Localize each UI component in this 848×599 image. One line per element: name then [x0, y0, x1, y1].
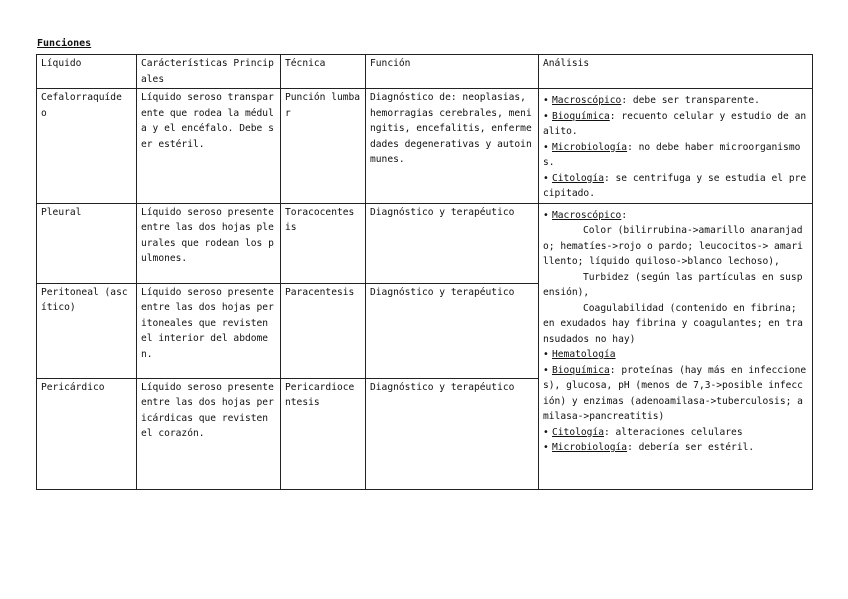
analysis-term: Microbiología	[552, 442, 628, 453]
cell-caracteristicas: Líquido seroso presente entre las dos hojas pericárdicas que revisten el corazón.	[137, 378, 281, 489]
cell-caracteristicas: Líquido seroso presente entre las dos hojas peritoneales que revisten el interior del abdomen.	[137, 283, 281, 378]
bullet-icon: •	[543, 110, 549, 122]
bullet-icon: •	[543, 364, 549, 376]
cell-funcion: Diagnóstico de: neoplasias, hemorragias cerebrales, meningitis, encefalitis, enfermedades degenerativas y autoinmunes.	[366, 89, 539, 204]
cell-tecnica: Pericardioce ntesis	[281, 378, 366, 489]
cell-funcion: Diagnóstico y terapéutico	[366, 378, 539, 489]
cell-caracteristicas: Líquido seroso presente entre las dos hojas pleurales que rodean los pulmones.	[137, 203, 281, 283]
analysis-term: Citología	[552, 426, 604, 438]
analysis-item	[543, 208, 808, 224]
analysis-text: : se centrifuga y se estudia el precipitado.	[543, 172, 807, 199]
header-cell-caracteristicas: Carácterísticas Principales	[137, 55, 281, 89]
analysis-subitem	[543, 301, 808, 348]
analysis-text: : debería ser estéril.	[627, 442, 755, 453]
cell-tecnica: Punción lumbar	[281, 89, 366, 204]
cell-funcion: Diagnóstico y terapéutico	[366, 283, 539, 378]
analysis-item	[543, 93, 808, 109]
table-row	[37, 203, 813, 283]
analysis-text: : proteínas (hay más en infecciones), glucosa, pH (menos de 7,3->posible infección) y enzimas (adenoamilasa->tuberculosis; amilasa->pancreatitis)	[543, 364, 807, 422]
section-heading: Funciones	[37, 38, 92, 49]
analysis-item	[543, 171, 808, 202]
bullet-icon: •	[543, 172, 549, 184]
cell-liquido: Pleural	[37, 203, 137, 283]
indent-spacer	[543, 272, 583, 283]
analysis-item	[543, 347, 808, 363]
analysis-text: Turbidez (según las partículas en suspensión),	[543, 271, 803, 298]
fluids-table	[36, 54, 813, 490]
analysis-term: Microbiología	[552, 141, 628, 153]
analysis-item	[543, 109, 808, 140]
cell-liquido: Peritoneal (ascítico)	[37, 283, 137, 378]
analysis-item	[543, 425, 808, 441]
header-cell-analisis: Análisis	[539, 55, 813, 89]
bullet-icon: •	[543, 95, 549, 106]
table-header-row	[37, 55, 813, 89]
bullet-icon: •	[543, 442, 549, 453]
cell-liquido: Cefalorraquíde o	[37, 89, 137, 204]
table-row	[37, 89, 813, 204]
analysis-term: Macroscópico	[552, 95, 622, 106]
header-cell-tecnica: Técnica	[281, 55, 366, 89]
bullet-icon: •	[543, 209, 549, 221]
header-cell-funcion: Función	[366, 55, 539, 89]
analysis-term: Citología	[552, 172, 604, 184]
indent-spacer	[543, 225, 583, 236]
cell-caracteristicas: Líquido seroso transparente que rodea la médula y el encéfalo. Debe ser estéril.	[137, 89, 281, 204]
bullet-icon: •	[543, 426, 549, 438]
header-cell-liquido: Líquido	[37, 55, 137, 89]
cell-tecnica: Paracentesis	[281, 283, 366, 378]
cell-liquido: Pericárdico	[37, 378, 137, 489]
analysis-term: Macroscópico	[552, 209, 622, 221]
analysis-text: : recuento celular y estudio de analito.	[543, 110, 807, 137]
analysis-text: Coagulabilidad (contenido en fibrina; en exudados hay fibrina y coagulantes; en transudados no hay)	[543, 302, 803, 345]
analysis-term: Bioquímica	[552, 110, 610, 122]
bullet-icon: •	[543, 349, 549, 360]
analysis-term: Bioquímica	[552, 364, 610, 376]
cell-analisis-shared	[539, 203, 813, 489]
analysis-subitem	[543, 223, 808, 270]
indent-spacer	[543, 303, 583, 314]
analysis-text: Color (bilirrubina->amarillo anaranjado; hematíes->rojo o pardo; leucocitos-> amarillento; líquido quiloso->blanco lechoso),	[543, 225, 803, 267]
analysis-item	[543, 363, 808, 425]
analysis-text: : alteraciones celulares	[603, 426, 743, 438]
bullet-icon: •	[543, 141, 549, 153]
analysis-item	[543, 440, 808, 456]
analysis-term: Hematología	[552, 349, 616, 360]
analysis-text: :	[621, 209, 628, 221]
analysis-item	[543, 140, 808, 171]
analysis-text: : no debe haber microorganismos.	[543, 141, 801, 168]
cell-tecnica: Toracocentes is	[281, 203, 366, 283]
analysis-subitem	[543, 270, 808, 301]
cell-analisis-csf	[539, 89, 813, 204]
cell-funcion: Diagnóstico y terapéutico	[366, 203, 539, 283]
analysis-text: : debe ser transparente.	[621, 95, 760, 106]
